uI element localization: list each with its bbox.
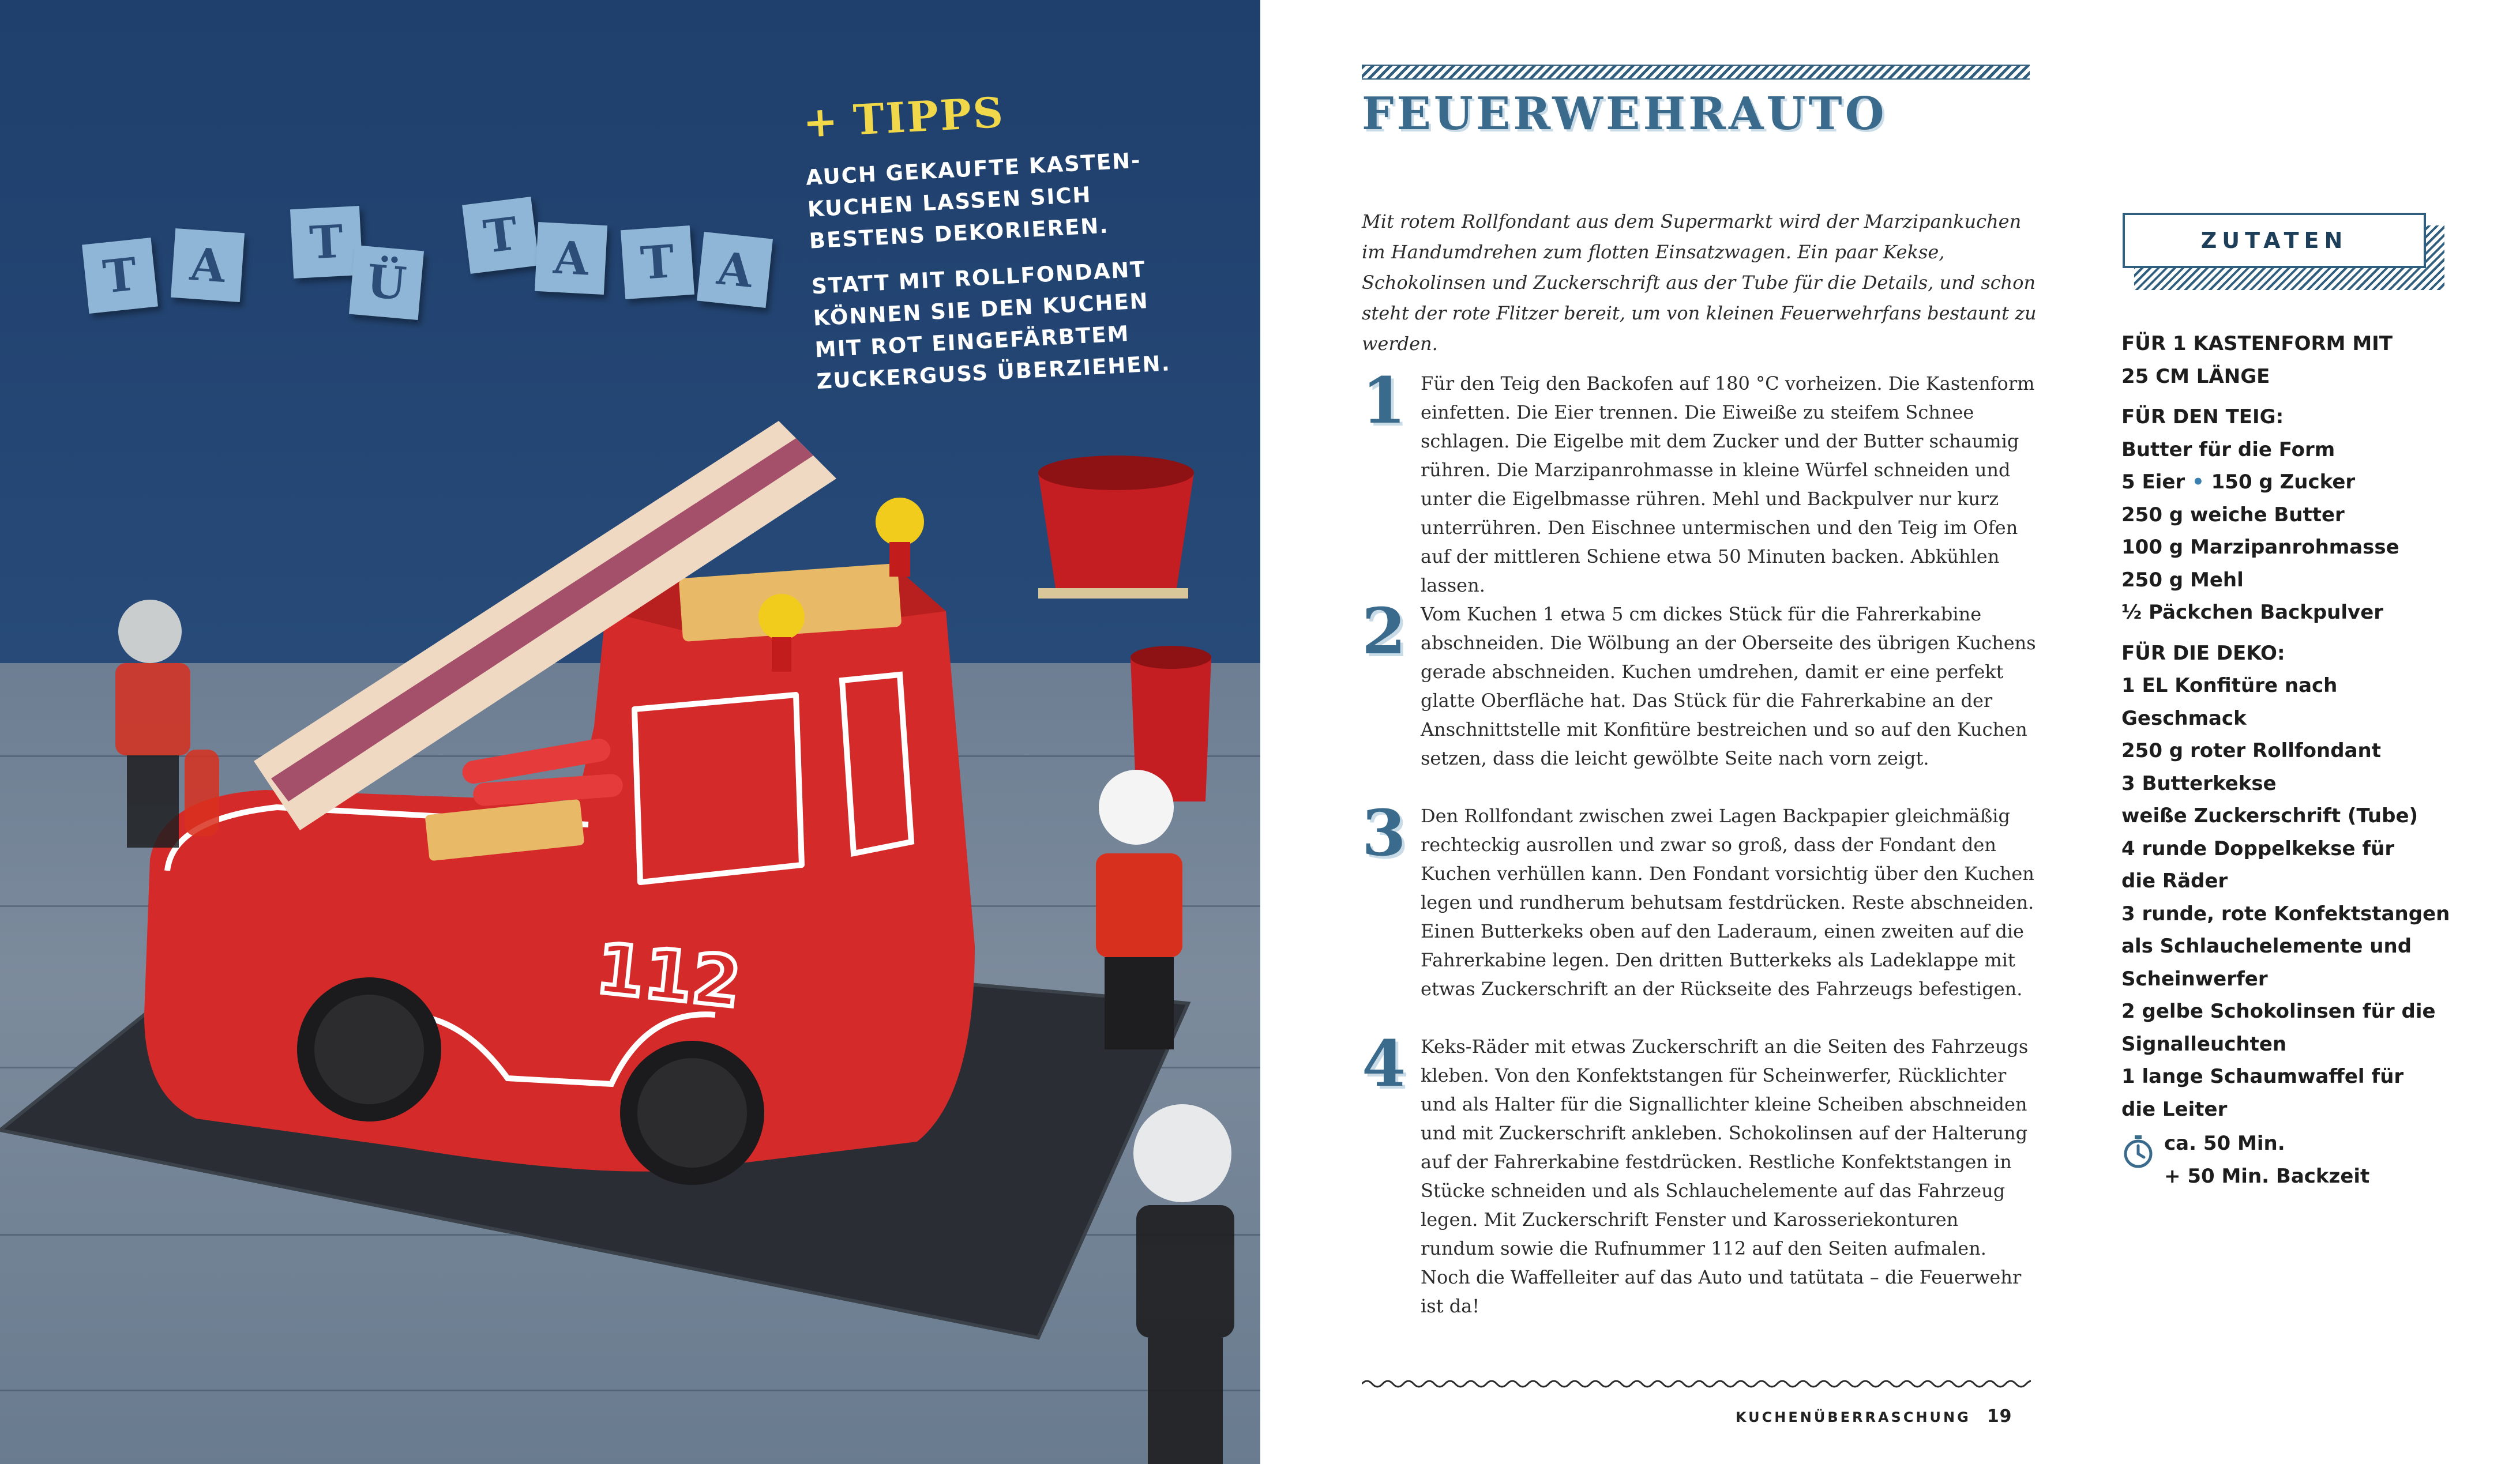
ingredient-list [2121,328,2468,1126]
letter-tile: A [171,228,245,302]
ingredient-item: 100 g Marzipanrohmasse [2121,536,2399,559]
ingredient-item: 3 runde, rote Konfektstangen [2121,902,2450,925]
letter-tile: T [621,225,694,299]
tip-text: STATT MIT ROLLFONDANT KÖNNEN SIE DEN KUCHEN MIT ROT EINGEFÄRBTEM ZUCKERGUSS ÜBERZIEHEN. [811,257,1171,394]
letter-tile: Ü [349,245,424,320]
toy-fireman [1096,770,1182,1049]
ingredient-item: 2 gelbe Schokolinsen für die [2121,1000,2436,1023]
ingredient-item: weiße Zuckerschrift (Tube) [2121,804,2418,827]
ingredient-item: als Schlauchelemente und [2121,935,2412,958]
ingredient-item: 1 EL Konfitüre nach Geschmack [2121,674,2338,730]
time-info [2123,1127,2369,1192]
ingredient-item: 250 g roter Rollfondant [2121,739,2381,762]
prep-time: ca. 50 Min. [2164,1132,2285,1155]
step-2 [1362,594,2037,773]
yield-line: 25 CM LÄNGE [2121,364,2270,388]
ingredient-item: ½ Päckchen Backpulver [2121,601,2384,624]
step-1 [1362,363,2037,600]
truck-number: 112 [592,928,745,1024]
yellow-signal-light [758,594,805,640]
wavy-divider [1362,1377,2031,1391]
toy-fireman [115,600,190,848]
recipe-title: FEUERWEHRAUTO [1362,88,1887,140]
deko-heading: FÜR DIE DEKO: [2121,641,2285,665]
ingredient-item: 3 Butterkekse [2121,771,2277,795]
step-number: 1 [1362,363,1406,438]
page-footer [1736,1406,2012,1427]
bake-time: + 50 Min. Backzeit [2164,1164,2370,1188]
step-text: Den Rollfondant zwischen zwei Lagen Backpapier gleichmäßig rechteckig ausrollen und zwar so groß, dass der Fondant den Kuchen verhüllen kann. Den Fondant vorsichtig über den Kuchen legen und rundherum behutsam festdrücken. Reste abschneiden. Einen Butterkeks oben auf den Laderaum, einen zweiten auf die Fahrerkabine legen. Den dritten Butterkeks als Ladeklappe mit etwas Zuckerschrift an der Rückseite des Fahrzeugs befestigen. [1421,805,2034,1000]
toy-fireman [1133,1104,1234,1464]
zutaten-heading: ZUTATEN [2123,213,2426,268]
ingredient-item: 4 runde Doppelkekse für [2121,837,2395,860]
tips-box [802,79,1187,412]
stopwatch-icon [2123,1134,2154,1169]
fire-extinguisher [185,750,219,836]
ingredient-item: 250 g Mehl [2121,568,2244,592]
red-bucket [1038,456,1211,801]
ingredient-item: Butter für die Form [2121,438,2335,461]
yellow-signal-light [876,498,924,546]
step-number: 4 [1362,1026,1406,1101]
teig-heading: FÜR DEN TEIG: [2121,405,2284,428]
letter-tile: A [535,222,607,295]
step-text: Für den Teig den Backofen auf 180 °C vorheizen. Die Kastenform einfetten. Die Eier trennen. Die Eiweiße zu steifem Schnee schlagen. Die Eigelbe mit dem Zucker und der Butter schaumig rühren. Die Marzipanrohmasse in kleine Würfel schneiden und unter die Eigelbmasse rühren. Mehl und Backpulver nur kurz unterrühren. Den Eischnee untermischen und den Teig im Ofen auf der mittleren Schiene etwa 50 Minuten backen. Abkühlen lassen. [1421,372,2035,596]
letter-tile: T [462,197,539,274]
ingredient-item: Scheinwerfer [2121,967,2268,991]
recipe-intro: Mit rotem Rollfondant aus dem Supermarkt wird der Marzipankuchen im Handumdrehen zum flotten Einsatzwagen. Ein paar Kekse, Schokolinsen und Zuckerschrift aus der Tube für die Details, und schon steht der rote Flitzer bereit, um von kleinen Feuerwehrfans bestaunt zu werden. [1362,210,2037,355]
ingredient-item: 1 lange Schaumwaffel für [2121,1065,2404,1088]
page-number: 19 [1986,1406,2012,1427]
step-text: Keks-Räder mit etwas Zuckerschrift an die Seiten des Fahrzeugs kleben. Von den Konfektstangen für Scheinwerfer, Rücklichter und als Halter für die Signallichter kleine Scheiben abschneiden und mit Zuckerschrift ankleben. Schokolinsen auf der Halterung auf der Fahrerkabine festdrücken. Restliche Konfektstangen in Stücke schneiden und als Schlauchelemente auf das Fahrzeug legen. Mit Zuckerschrift Fenster und Karosseriekonturen rundum sowie die Rufnummer 112 auf den Seiten aufmalen. Noch die Waffelleiter auf das Auto und tatütata – die Feuerwehr ist da! [1421,1036,2029,1317]
hatched-rule [1362,65,2030,80]
step-3 [1362,796,2037,1003]
tips-title: + TIPPS [802,87,1006,147]
step-4 [1362,1026,2037,1320]
tip-text: AUCH GEKAUFTE KASTEN-KUCHEN LASSEN SICH BESTENS DEKORIEREN. [805,148,1142,254]
ingredient-item: die Leiter [2121,1097,2228,1121]
ingredient-item: 250 g weiche Butter [2121,503,2345,526]
step-number: 2 [1362,594,1406,668]
fire-truck-cake [144,421,975,1185]
footer-section: KUCHENÜBERRASCHUNG [1736,1409,1971,1425]
yield-line: FÜR 1 KASTENFORM MIT [2121,332,2393,355]
ingredient-item: Signalleuchten [2121,1032,2287,1056]
step-number: 3 [1362,796,1406,870]
letter-tile: T [82,238,158,314]
letter-tile: T [290,206,363,279]
ingredient-item: 5 Eier • 150 g Zucker [2121,471,2356,494]
step-text: Vom Kuchen 1 etwa 5 cm dickes Stück für die Fahrerkabine abschneiden. Die Wölbung an der Oberseite des übrigen Kuchens gerade abschneiden. Kuchen umdrehen, damit er eine perfekt glatte Oberfläche hat. Das Stück für die Fahrerkabine an der Anschnittstelle mit Konfitüre bestreichen und so auf den Kuchen setzen, dass die leicht gewölbte Seite nach vorn zeigt. [1421,603,2036,769]
letter-tile: A [697,232,773,308]
ingredient-item: die Räder [2121,870,2228,893]
